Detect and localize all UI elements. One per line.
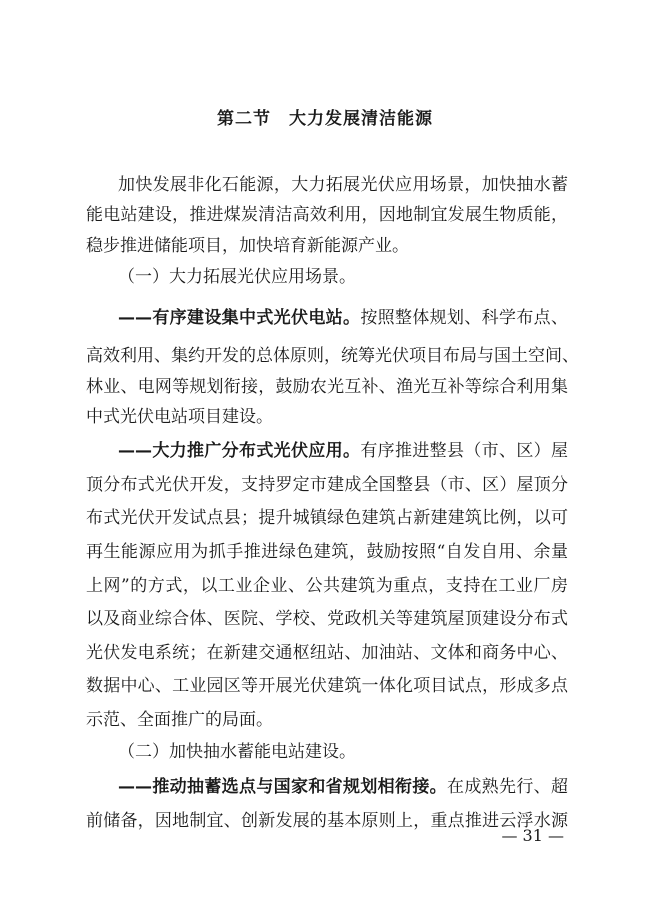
body-line: ——推动抽蓄选点与国家和省规划相衔接。在成熟先行、超	[118, 777, 568, 797]
body-line: 高效利用、集约开发的总体原则，统筹光伏项目布局与国土空间、	[86, 346, 579, 366]
body-line: 前储备，因地制宜、创新发展的基本原则上，重点推进云浮水源	[86, 811, 568, 831]
section-title: 第二节 大力发展清洁能源	[217, 109, 433, 129]
body-line: 再生能源应用为抓手推进绿色建筑，鼓励按照“自发自用、余量	[86, 542, 568, 562]
bold-lead: ——推动抽蓄选点与国家和省规划相衔接。	[118, 777, 447, 797]
body-line: 数据中心、工业园区等开展光伏建筑一体化项目试点，形成多点	[86, 676, 568, 696]
body-line: 布式光伏开发试点县；提升城镇绿色建筑占新建建筑比例，以可	[86, 508, 568, 528]
subheading-2: （二）加快抽水蓄能电站建设。	[118, 742, 356, 762]
body-line: 光伏发电系统；在新建交通枢纽站、加油站、文体和商务中心、	[86, 643, 568, 663]
body-line: 加快发展非化石能源，大力拓展光伏应用场景，加快抽水蓄	[118, 175, 568, 195]
body-line: 顶分布式光伏开发，支持罗定市建成全国整县（市、区）屋顶分	[86, 475, 568, 495]
body-line: 以及商业综合体、医院、学校、党政机关等建筑屋顶建设分布式	[86, 609, 568, 629]
bold-lead: ——有序建设集中式光伏电站。	[118, 308, 361, 328]
body-line: 稳步推进储能项目，加快培育新能源产业。	[86, 236, 409, 256]
body-line: ——大力推广分布式光伏应用。有序推进整县（市、区）屋	[118, 441, 569, 461]
body-line: 能电站建设，推进煤炭清洁高效利用，因地制宜发展生物质能，	[86, 205, 568, 225]
bold-lead: ——大力推广分布式光伏应用。	[118, 441, 361, 461]
page-number: — 31 —	[501, 826, 564, 845]
body-line: 示范、全面推广的局面。	[86, 710, 273, 730]
body-line: 中式光伏电站项目建设。	[86, 407, 273, 427]
body-line: 上网”的方式，以工业企业、公共建筑为重点，支持在工业厂房	[86, 576, 568, 596]
subheading-1: （一）大力拓展光伏应用场景。	[118, 267, 356, 287]
body-line: 林业、电网等规划衔接，鼓励农光互补、渔光互补等综合利用集	[86, 377, 568, 397]
body-line: ——有序建设集中式光伏电站。按照整体规划、科学布点、	[118, 308, 569, 328]
